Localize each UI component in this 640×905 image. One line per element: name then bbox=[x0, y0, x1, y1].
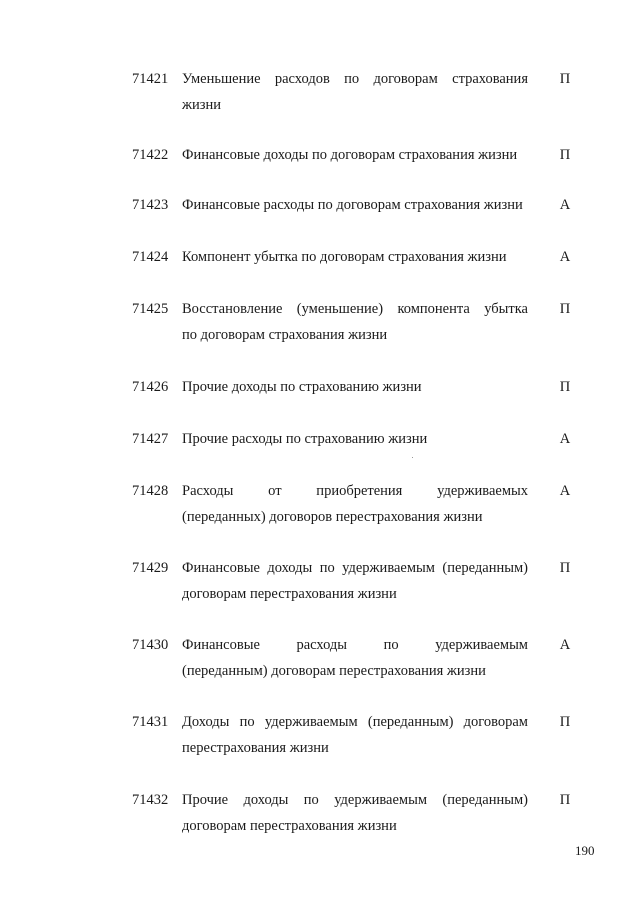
description-line: Прочие расходы по страхованию жизни bbox=[182, 431, 428, 447]
description-line: Финансовые доходы по удерживаемым (переданным) bbox=[182, 560, 528, 576]
account-code: 71423 bbox=[132, 197, 169, 213]
account-type-mark: А bbox=[559, 637, 571, 653]
description-line: Восстановление (уменьшение) компонента убытка bbox=[182, 301, 528, 317]
account-type-mark: П bbox=[559, 560, 571, 576]
account-type-mark: А bbox=[559, 431, 571, 447]
account-code: 71427 bbox=[132, 431, 169, 447]
scan-speck bbox=[412, 457, 413, 458]
account-type-mark: А bbox=[559, 249, 571, 265]
account-description bbox=[182, 709, 528, 761]
account-code: 71429 bbox=[132, 560, 169, 576]
account-code: 71430 bbox=[132, 637, 169, 653]
description-line: Финансовые расходы по удерживаемым bbox=[182, 637, 528, 653]
account-description bbox=[182, 244, 528, 270]
account-type-mark: П bbox=[559, 792, 571, 808]
description-line: Доходы по удерживаемым (переданным) договорам bbox=[182, 714, 528, 730]
account-description bbox=[182, 66, 528, 118]
account-code: 71422 bbox=[132, 147, 169, 163]
account-description bbox=[182, 192, 528, 218]
account-type-mark: П bbox=[559, 379, 571, 395]
description-line: договорам перестрахования жизни bbox=[182, 586, 397, 602]
account-description bbox=[182, 374, 528, 400]
account-code: 71432 bbox=[132, 792, 169, 808]
description-line: Прочие доходы по удерживаемым (переданным) bbox=[182, 792, 528, 808]
account-type-mark: А bbox=[559, 197, 571, 213]
description-line: (переданных) договоров перестрахования жизни bbox=[182, 509, 483, 525]
description-line: по договорам страхования жизни bbox=[182, 327, 388, 343]
account-code: 71424 bbox=[132, 249, 169, 265]
description-line: договорам перестрахования жизни bbox=[182, 818, 397, 834]
account-code: 71421 bbox=[132, 71, 169, 87]
description-line: Расходы от приобретения удерживаемых bbox=[182, 483, 528, 499]
account-code: 71431 bbox=[132, 714, 169, 730]
account-description bbox=[182, 555, 528, 607]
description-line: Компонент убытка по договорам страхования жизни bbox=[182, 249, 507, 265]
account-description bbox=[182, 296, 528, 348]
account-type-mark: П bbox=[559, 714, 571, 730]
description-line: перестрахования жизни bbox=[182, 740, 329, 756]
account-description bbox=[182, 478, 528, 530]
account-description bbox=[182, 426, 528, 452]
account-code: 71428 bbox=[132, 483, 169, 499]
page-number: 190 bbox=[575, 843, 595, 858]
account-description bbox=[182, 142, 528, 168]
description-line: Прочие доходы по страхованию жизни bbox=[182, 379, 422, 395]
description-line: Финансовые доходы по договорам страхования жизни bbox=[182, 147, 518, 163]
description-line: жизни bbox=[182, 97, 222, 113]
description-line: (переданным) договорам перестрахования жизни bbox=[182, 663, 486, 679]
account-description bbox=[182, 787, 528, 839]
account-type-mark: П bbox=[559, 71, 571, 87]
account-type-mark: А bbox=[559, 483, 571, 499]
account-type-mark: П bbox=[559, 147, 571, 163]
description-line: Финансовые расходы по договорам страхования жизни bbox=[182, 197, 523, 213]
account-code: 71426 bbox=[132, 379, 169, 395]
account-type-mark: П bbox=[559, 301, 571, 317]
account-code: 71425 bbox=[132, 301, 169, 317]
description-line: Уменьшение расходов по договорам страхования bbox=[182, 71, 528, 87]
account-description bbox=[182, 632, 528, 684]
